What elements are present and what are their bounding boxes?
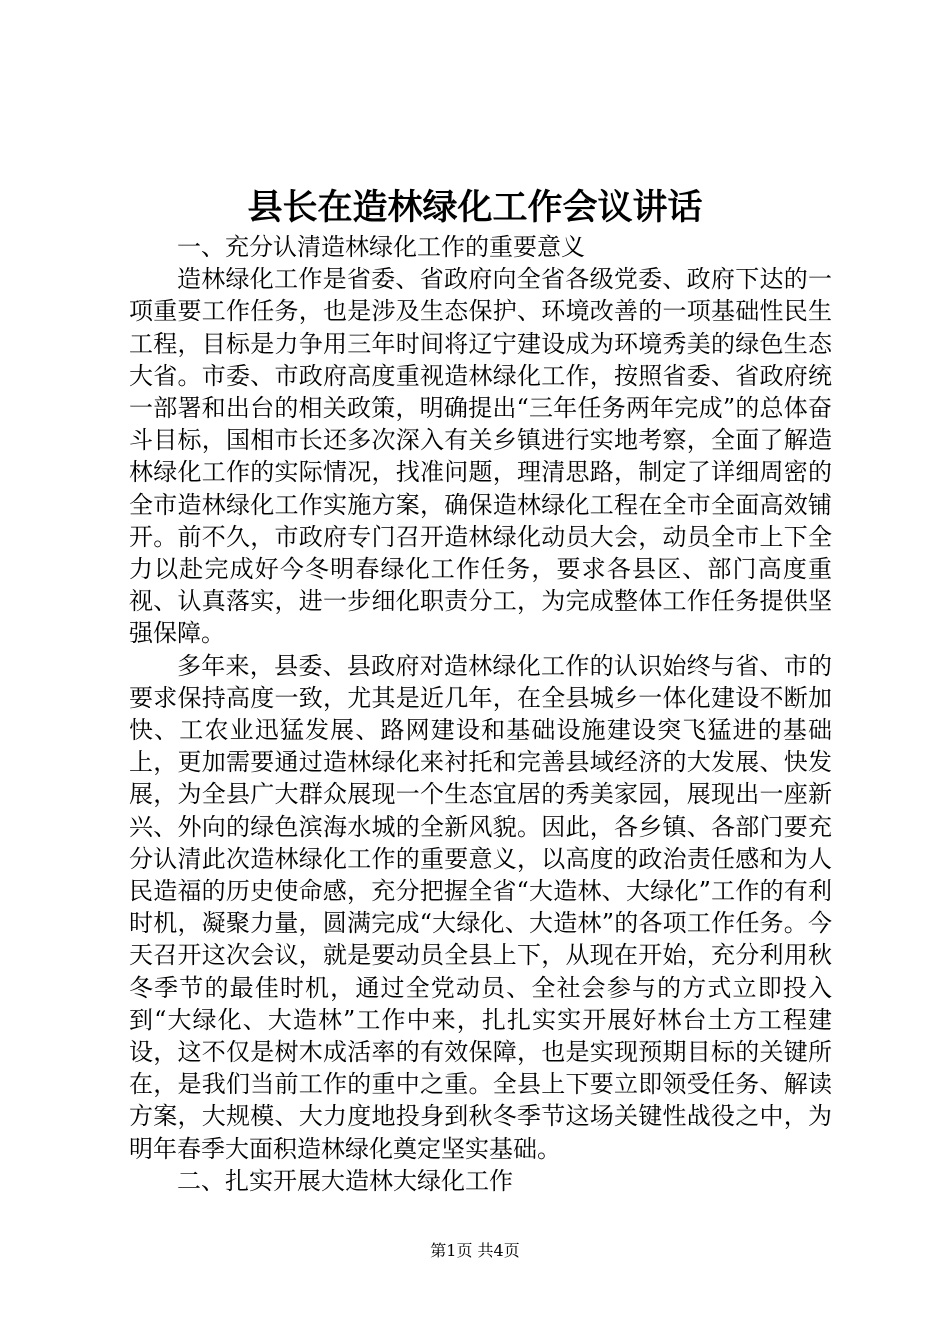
paragraph-2: 多年来，县委、县政府对造林绿化工作的认识始终与省、市的要求保持高度一致，尤其是近几年，在全县城乡一体化建设不断加快、工农业迅猛发展、路网建设和基础设施建设突飞猛进的基础上，更加需要通过造林绿化来衬托和完善县域经济的大发展、快发展，为全县广大群众展现一个生态宜居的秀美家园，展现出一座新兴、外向的绿色滨海水城的全新风貌。因此，各乡镇、各部门要充分认清此次造林绿化工作的重要意义，以高度的政治责任感和为人民造福的历史使命感，充分把握全省“大造林、大绿化”工作的有利时机，凝聚力量，圆满完成“大绿化、大造林”的各项工作任务。今天召开这次会议，就是要动员全县上下，从现在开始，充分利用秋冬季节的最佳时机，通过全党动员、全社会参与的方式立即投入到“大绿化、大造林”工作中来，扎扎实实开展好林台土方工程建设，这不仅是树木成活率的有效保障，也是实现预期目标的关键所在，是我们当前工作的重中之重。全县上下要立即领受任务、解读方案，大规模、大力度地投身到秋冬季节这场关键性战役之中，为明年春季大面积造林绿化奠定坚实基础。 (129, 651, 832, 1163)
page-footer: 第1页 共4页 (430, 1241, 520, 1260)
document-body (129, 231, 832, 1197)
paragraph-1: 造林绿化工作是省委、省政府向全省各级党委、政府下达的一项重要工作任务，也是涉及生态保护、环境改善的一项基础性民生工程，目标是力争用三年时间将辽宁建设成为环境秀美的绿色生态大省。市委、市政府高度重视造林绿化工作，按照省委、省政府统一部署和出台的相关政策，明确提出“三年任务两年完成”的总体奋斗目标，国相市长还多次深入有关乡镇进行实地考察，全面了解造林绿化工作的实际情况，找准问题，理清思路，制定了详细周密的全市造林绿化工作实施方案，确保造林绿化工程在全市全面高效铺开。前不久，市政府专门召开造林绿化动员大会，动员全市上下全力以赴完成好今冬明春绿化工作任务，要求各县区、部门高度重视、认真落实，进一步细化职责分工，为完成整体工作任务提供坚强保障。 (129, 265, 832, 648)
document-title: 县长在造林绿化工作会议讲话 (247, 187, 703, 228)
section-heading-1: 一、充分认清造林绿化工作的重要意义 (177, 233, 585, 261)
section-heading-2: 二、扎实开展大造林大绿化工作 (177, 1166, 513, 1195)
